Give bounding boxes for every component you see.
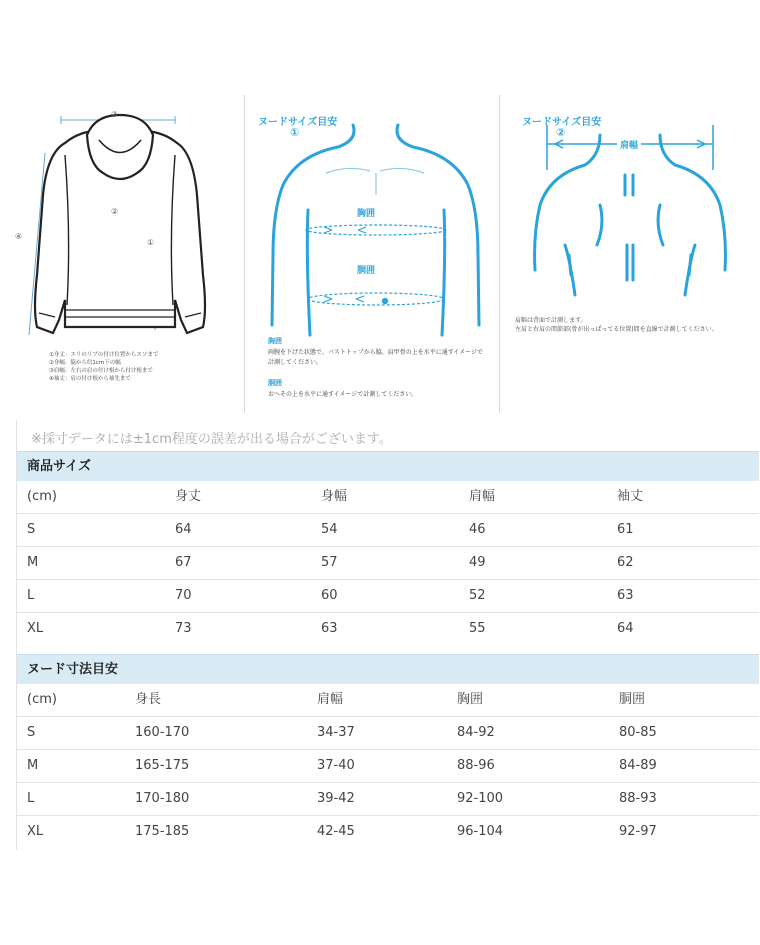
- table-cell: 63: [617, 588, 634, 603]
- chest-note-text: 両腕を下げた状態で、バストトップから脇、肩甲骨の上を水平に通すイメージで計測してください。: [268, 349, 483, 366]
- back-panel-title: ヌードサイズ目安: [522, 117, 602, 128]
- size-label: XL: [27, 824, 44, 839]
- column-header: 胴囲: [619, 692, 646, 707]
- chest-note-heading: 胸囲: [268, 337, 282, 345]
- front-torso-illustration: [248, 95, 498, 345]
- panel-divider: [244, 95, 245, 413]
- product-size-heading-bar: [17, 451, 759, 481]
- table-cell: 88-96: [457, 758, 495, 773]
- table-cell: 52: [469, 588, 486, 603]
- hoodie-note-4: ④袖丈：肩の付け根から袖先まで: [49, 376, 131, 382]
- size-label: S: [27, 522, 36, 537]
- back-shoulder-panel: [505, 95, 755, 415]
- column-header: 胸囲: [457, 692, 484, 707]
- front-panel-number: ①: [290, 126, 300, 139]
- table-cell: 175-185: [135, 824, 190, 839]
- table-row: [17, 580, 759, 613]
- size-label: S: [27, 725, 36, 740]
- panel-divider: [499, 95, 500, 413]
- column-header: 身丈: [175, 489, 202, 504]
- waist-label: 胴囲: [357, 266, 376, 276]
- table-cell: 46: [469, 522, 486, 537]
- table-cell: 64: [175, 522, 192, 537]
- table-cell: 70: [175, 588, 192, 603]
- size-label: XL: [27, 621, 44, 636]
- table-cell: 61: [617, 522, 634, 537]
- back-note-2: 左肩と右肩の関節部(骨が出っぱってる位置)間を直線で計測してください。: [515, 326, 718, 333]
- table-row: [17, 613, 759, 645]
- table-cell: 55: [469, 621, 486, 636]
- back-shoulder-illustration: [505, 95, 755, 315]
- table-cell: 88-93: [619, 791, 657, 806]
- table-cell: 60: [321, 588, 338, 603]
- size-label: L: [27, 588, 35, 603]
- table-row: [17, 783, 759, 816]
- measure-mark-width: ②: [111, 207, 119, 216]
- table-header-row: [17, 481, 759, 514]
- nude-size-heading: ヌード寸法目安: [27, 662, 119, 677]
- illustration-band: [15, 95, 755, 415]
- product-size-heading: 商品サイズ: [27, 459, 91, 474]
- hoodie-note-1: ①身丈：エリのリブの付け位置からスソまで: [49, 352, 159, 358]
- table-cell: 170-180: [135, 791, 190, 806]
- table-cell: 63: [321, 621, 338, 636]
- back-note-1: 肩幅は背面で計測します。: [515, 317, 587, 324]
- column-header: 袖丈: [617, 489, 644, 504]
- size-label: L: [27, 791, 35, 806]
- measure-mark-length: ①: [147, 238, 155, 247]
- column-header: 身長: [135, 692, 162, 707]
- table-cell: 84-89: [619, 758, 657, 773]
- table-row: [17, 750, 759, 783]
- back-panel-number: ②: [556, 126, 566, 139]
- table-cell: 73: [175, 621, 192, 636]
- table-cell: 57: [321, 555, 338, 570]
- table-cell: 165-175: [135, 758, 190, 773]
- table-row: [17, 514, 759, 547]
- size-tables-section: [16, 420, 759, 850]
- column-header: (cm): [27, 692, 57, 707]
- measure-mark-shoulder: ③: [111, 110, 119, 119]
- column-header: 肩幅: [317, 692, 344, 707]
- waist-note-text: おへその上を水平に通すイメージで計測してください。: [268, 391, 418, 398]
- front-panel-title: ヌードサイズ目安: [258, 117, 338, 128]
- table-cell: 84-92: [457, 725, 495, 740]
- table-cell: 64: [617, 621, 634, 636]
- measurement-disclaimer: ※採寸データには±1cm程度の誤差が出る場合がございます。: [31, 432, 392, 447]
- table-cell: 96-104: [457, 824, 504, 839]
- table-cell: 34-37: [317, 725, 355, 740]
- waist-note-heading: 胴囲: [268, 379, 282, 387]
- table-cell: 39-42: [317, 791, 355, 806]
- shoulder-label: 肩幅: [617, 138, 641, 151]
- table-header-row: [17, 684, 759, 717]
- table-cell: 67: [175, 555, 192, 570]
- hoodie-diagram-panel: [15, 95, 240, 415]
- hoodie-note-3: ③肩幅：左右の肩の付け根から付け根まで: [49, 368, 153, 374]
- table-cell: 92-97: [619, 824, 657, 839]
- front-torso-panel: [248, 95, 498, 415]
- column-header: (cm): [27, 489, 57, 504]
- nude-size-heading-bar: [17, 654, 759, 684]
- nude-size-table: [17, 654, 759, 848]
- column-header: 肩幅: [469, 489, 496, 504]
- column-header: 身幅: [321, 489, 348, 504]
- chest-label: 胸囲: [357, 209, 376, 219]
- measure-mark-sleeve: ④: [15, 232, 23, 241]
- table-cell: 49: [469, 555, 486, 570]
- size-label: M: [27, 555, 39, 570]
- size-label: M: [27, 758, 39, 773]
- table-row: [17, 547, 759, 580]
- table-cell: 54: [321, 522, 338, 537]
- table-cell: 62: [617, 555, 634, 570]
- table-cell: 80-85: [619, 725, 657, 740]
- product-size-table: [17, 451, 759, 645]
- table-cell: 160-170: [135, 725, 190, 740]
- table-cell: 37-40: [317, 758, 355, 773]
- table-cell: 92-100: [457, 791, 504, 806]
- table-row: [17, 717, 759, 750]
- table-cell: 42-45: [317, 824, 355, 839]
- table-row: [17, 816, 759, 848]
- hoodie-note-2: ②身幅：脇から約1cm下の幅: [49, 360, 121, 366]
- hoodie-illustration: [15, 95, 240, 345]
